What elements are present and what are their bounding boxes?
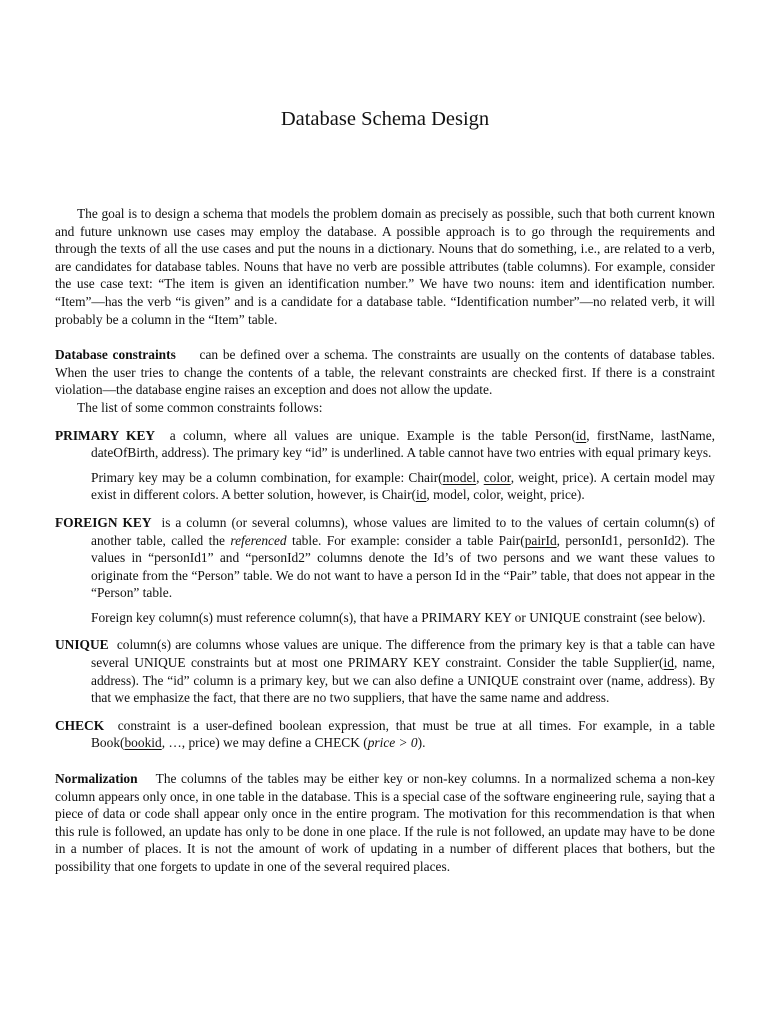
chair-underlined-id: id <box>416 487 427 503</box>
foreign-key-text-b: table. For example: consider a table Pair( <box>286 532 525 548</box>
primary-key-text-b: , firstName, lastName, dateOfBirth, address). The primary key “id” is underlined. A table cannot have two entries with equal primary keys. <box>91 427 716 461</box>
chair-text-a: Primary key may be a column combination, for example: Chair( <box>91 469 443 485</box>
normalization-text: The columns of the tables may be either key or non-key columns. In a normalized schema a non-key column appears only once, in one table in the database. This is a special case of the software engineering rule, saying that a piece of data or code shall appear only once in the entire program. The motivation for this recommendation is that when this rule is followed, an update has only to be done in one place. If the rule is not followed, an update may have to be done in a number of places. It is not the amount of work of updating in a number of different places that bothers, but the possibility that one forgets to update in one of the several required places. <box>55 771 715 874</box>
chair-text-b: , weight, price). A certain model may exist in different colors. A better solution, however, is Chair( <box>91 469 716 503</box>
chair-underlined-model: model <box>442 469 477 485</box>
primary-key-text-a: a column, where all values are unique. Example is the table Person( <box>169 427 576 443</box>
unique-text-a: column(s) are columns whose values are unique. The difference from the primary key is that a table can have several UNIQUE constraints but at most one PRIMARY KEY constraint. Consider the table Supplier( <box>91 637 715 671</box>
primary-key-underlined-id: id <box>575 427 587 443</box>
check-text-a: constraint is a user-defined boolean expression, that must be true at all times. For example, in a table Book( <box>91 717 716 751</box>
primary-key-definition <box>55 427 716 462</box>
document-body <box>55 205 715 876</box>
check-definition <box>55 717 716 752</box>
page-title: Database Schema Design <box>280 108 490 130</box>
constraints-paragraph <box>55 346 715 399</box>
primary-key-term: PRIMARY KEY <box>55 427 156 443</box>
check-term: CHECK <box>55 717 105 733</box>
foreign-key-term: FOREIGN KEY <box>55 514 152 530</box>
foreign-key-definition <box>55 514 715 602</box>
constraints-list-intro: The list of some common constraints follows: <box>77 399 323 415</box>
unique-underlined-id: id <box>663 655 674 671</box>
intro-paragraph: The goal is to design a schema that models the problem domain as precisely as possible, such that both current known and future unknown use cases may employ the database. A possible approach is to go through the requirements and through the texts of all the use cases and put the nouns in a dictionary. Nouns that do something, i.e., are related to a verb, are candidates for database tables. Nouns that have no verb are possible attributes (table columns). For example, consider the use case text: “The item is given an identification number.” We have two nouns: item and identification number. “Item”—has the verb “is given” and is a candidate for a database table. “Identification number”—no related verb, it will probably be a column in the “Item” table. <box>55 206 715 327</box>
chair-underlined-color: color <box>483 469 511 485</box>
check-text-b: , …, price) we may define a CHECK ( <box>161 735 368 751</box>
chair-text-c: , model, color, weight, price). <box>426 487 585 503</box>
foreign-key-text-a: is a column (or several columns), whose values are limited to to the values of certain column(s) of another table, called the <box>91 514 715 548</box>
chair-separator: , <box>476 469 484 485</box>
normalization-paragraph <box>55 770 715 876</box>
foreign-key-referenced: referenced <box>230 532 287 548</box>
check-underlined-bookid: bookid <box>124 735 162 751</box>
unique-definition <box>55 636 715 706</box>
check-math-expression: price > 0 <box>367 735 418 751</box>
unique-text-b: , name, address). The “id” column is a primary key, but we can also define a UNIQUE constraint over (name, address). By that we emphasize the fact, that there are no two suppliers, that have the same name and address. <box>91 655 715 706</box>
foreign-key-note: Foreign key column(s) must reference column(s), that have a PRIMARY KEY or UNIQUE constraint (see below). <box>91 609 706 625</box>
foreign-key-text-c: , personId1, personId2). The values in “personId1” and “personId2” columns denote the Id’s of two persons and we want these values to originate from the “Person” table. We do not want to have a person Id in the “Pair” table, that does not appear in the “Person” table. <box>91 532 715 601</box>
foreign-key-underlined-pairid: pairId <box>524 532 557 548</box>
constraints-text: can be defined over a schema. The constraints are usually on the contents of database tables. When the user tries to change the contents of a table, the relevant constraints are checked first. If there is a constraint violation—the database engine raises an exception and does not allow the update. <box>55 347 715 398</box>
normalization-heading: Normalization <box>55 771 138 787</box>
primary-key-combination <box>91 469 715 504</box>
constraints-heading: Database constraints <box>55 347 176 363</box>
check-text-c: ). <box>417 735 426 751</box>
unique-term: UNIQUE <box>55 637 109 653</box>
